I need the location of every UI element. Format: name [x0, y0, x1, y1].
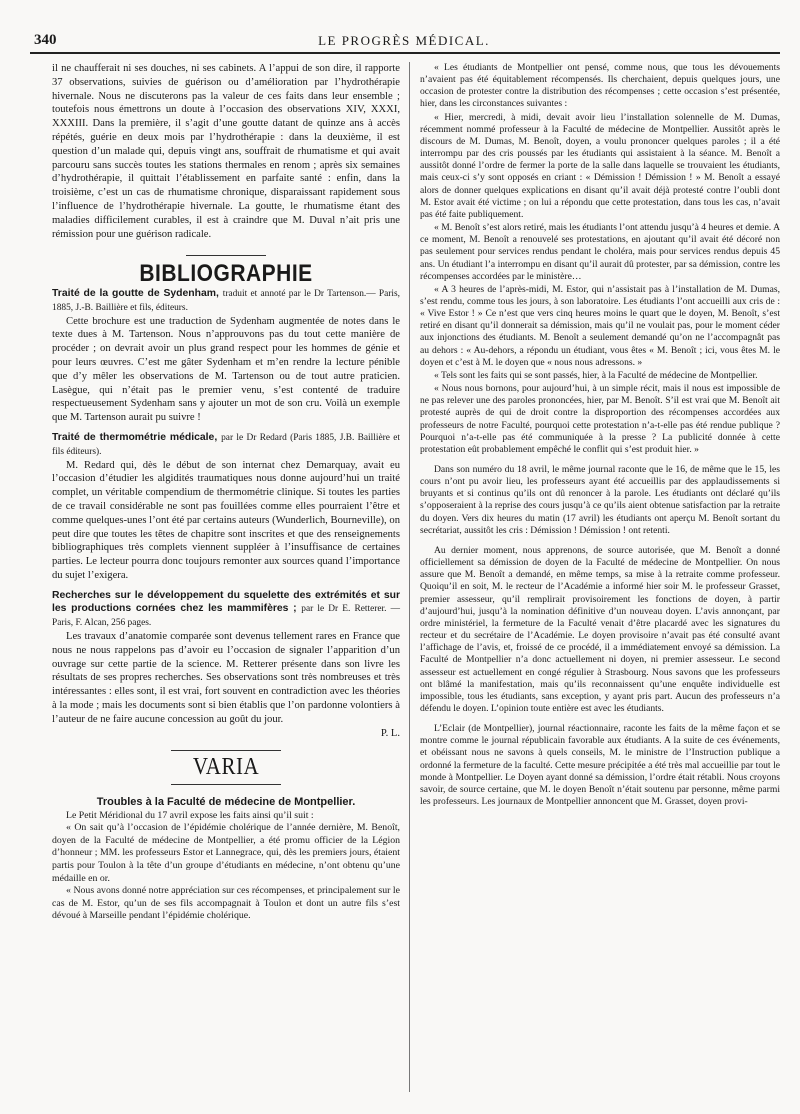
column-separator [409, 62, 410, 1092]
varia-intro: Le Petit Méridional du 17 avril expose les faits ainsi qu’il suit : [66, 809, 314, 821]
paragraph-hydrotherapy: il ne chaufferait ni ses douches, ni ses cabinets. A l’appui de son dire, il rapporte 37 observations, suivies de guérison ou d’amélioration par l’hydrothérapie hivernale. Nous ne discuterons pas la valeur de ces faits dans leur ensemble ; toutefois nous émettrons un doute à l’occasion des observations XIV, XXXI, XXXIII. Dans la première, il s’agit d’une goutte datant de quinze ans à accès répétés, guérie en deux mois par l’hydrothérapie : dans la deuxième, il est question d’un malade qui, depuis vingt ans, souffrait de rhumatisme et qui avait parcouru sans succès toutes les stations thermales en renom ; après six semaines d’hydrothérapie, il quittait l’établissement en parfaite santé : enfin, dans la troisième, c’est un cas de rhumatisme chronique, disparaissant rapidement sous l’influence de l’hydrothérapie hivernale. La goutte, le rhumatisme étant des maladies difficilement curables, il est à craindre que M. Duval n’ait pris une rémission pour une guérison radicale. [52, 63, 400, 240]
book-imprint: traduit et annoté par le Dr Tartenson.— Paris, 1885, J.-B. Baillière et fils, éditeurs. [52, 288, 400, 313]
report-paragraph: L’Eclair (de Montpellier), journal réactionnaire, raconte les faits de la même façon et se montre comme le journal républicain favorable aux étudiants. A la suite de ces événements, et obéissant nous ne savons à quels conseils, M. le ministre de l’Instruction publique a ordonné la fermeture de la faculté. Cette mesure précipitée a été très mal accueillie par tout le monde à Montpellier. Le Doyen ayant donné sa démission, l’ordre était rétabli. Nous croyons savoir, de source certaine, que M. le doyen Benoît n’était soutenu par personne, même parmi les professeurs. Les journaux de Montpellier annoncent que M. Grasset, doyen provi- [420, 723, 780, 808]
quote-paragraph: « Nous nous bornons, pour aujourd’hui, à un simple récit, mais il nous est impossible de ne pas relever une des paroles prononcées, hier, par M. Benoît. S’il est vrai que M. Benoît ait protesté auprès de qui de droit contre la disproportion des récompenses accordées aux professeurs de notre Faculté, pourquoi cette protestation n’a-t-elle pas été rendue publique ? Pourquoi n’a-t-elle pas été communiquée à la presse ? La publicité donnée à cette protestation eût probablement empêché le conflit qui s’est produit hier. » [420, 383, 780, 455]
varia-heading: VARIA [192, 752, 260, 780]
report-paragraph: Au dernier moment, nous apprenons, de source autorisée, que M. Benoît a donné officiellement sa démission de doyen de la Faculté de médecine de Montpellier. On nous assure que M. Benoît a demandé, en même temps, sa mise à la retraite comme professeur. Quoiqu’il en soit, M. le recteur de l’Académie a informé hier soir M. le professeur Grasset, premier assesseur, qu’il remplirait provisoirement les fonctions de doyen, à partir d’aujourd’hui, jusqu’à la nomination définitive d’un nouveau doyen. L’avis annonçant, par ordre ministériel, la fermeture de la Faculté venait d’être placardé avec les signatures du recteur et du secrétaire de l’Académie. Le doyen provisoire n’avait pas été consulté avant l’affichage de l’avis, et, froissé de ce procédé, il a immédiatement envoyé sa démission. La Faculté de Montpellier n’a donc actuellement ni doyen, ni premier assesseur. Le second assesseur est actuellement en congé régulier à Strasbourg. Nous savons que les professeurs ont blâmé la manifestation, mais qu’ils reconnaissent qu’une enquête individuelle est impossible, tous les étudiants, sans exception, y ayant pris part. Aucun des professeurs n’a défendu le doyen. L’opinion toute entière est avec les étudiants. [420, 544, 780, 714]
varia-article-title: Troubles à la Faculté de médecine de Montpellier. [96, 795, 356, 808]
quote-paragraph: « Les étudiants de Montpellier ont pensé, comme nous, que tous les dévouements n’avaient pas été équitablement récompensés. Ils cherchaient, depuis quelques jours, une occasion de protester contre la distribution des récompenses ; cette occasion s’est présentée, hier, dans les circonstances suivantes : [420, 62, 780, 110]
book-thermometrie-entry [52, 431, 400, 459]
right-column [420, 62, 780, 809]
review-sydenham: Cette brochure est une traduction de Sydenham augmentée de notes dans le texte dues à M. Tartenson. Nous n’approuvons pas du tout cette manière de procéder ; on devrait avoir un plus grand respect pour les hommes de génie et pour leurs œuvres. C’est me gâter Sydenham et m’en rendre la lecture pénible que d’y mêler les observations de M. Tartenson ou de tout autre praticien. Lasègue, qui n’était pas le premier venu, s’est contenté de traduire respectueusement Sydenham sans y ajouter un mot de son cru. Voilà un exemple que M. Tartenson aurait pu suivre ! [52, 315, 400, 424]
page-header [32, 30, 776, 52]
quote-paragraph: « Tels sont les faits qui se sont passés, hier, à la Faculté de médecine de Montpellier. [434, 369, 758, 381]
book-title: Recherches sur le développement du squelette des extrémités et sur les productions cornées chez les mammifères ; [52, 589, 400, 615]
page-number: 340 [34, 32, 57, 48]
report-paragraph: Dans son numéro du 18 avril, le même journal raconte que le 16, de même que le 15, les cours n’ont pu avoir lieu, les professeurs ayant été accueillis par des applaudissements si bruyants et si continus qu’ils ont dû renoncer à la parole. Les étudiants ont déclaré qu’ils s’opposeraient à la reprise des cours jusqu’à ce qu’ils aient obtenue satisfaction par la retraite du doyen. Vers dix heures du matin (17 avril) les étudiants ont aperçu M. Benoît sortant du secrétariat, aussitôt les cris : Démission ! Démission ! ont retenti. [420, 464, 780, 536]
bibliographie-heading: BIBLIOGRAPHIE [139, 260, 313, 287]
book-title: Traité de la goutte de Sydenham, [52, 287, 219, 299]
book-squelette-entry [52, 589, 400, 630]
review-squelette: Les travaux d’anatomie comparée sont devenus tellement rares en France que nous ne nous rappelons pas d’avoir eu l’occasion de signaler l’apparition d’un ouvrage sur cette partie de la science. M. Retterer présente dans son livre les résultats de ses propres recherches. Ses observations sont très nombreuses et très intéressantes : elles sont, il est vrai, fort souvent en contradiction avec les théories à la mode ; mais les documents sont si bien établis que l’on pardonne volontiers à l’auteur de ne faire aucune concession au goût du jour. [52, 631, 400, 725]
header-rule [30, 52, 780, 54]
book-sydenham-entry [52, 287, 400, 315]
quote-paragraph: « Hier, mercredi, à midi, devait avoir lieu l’installation solennelle de M. Dumas, récemment nommé professeur à la Faculté de médecine de Montpellier. Aussitôt après le discours de M. Dumas, M. Benoît, doyen, a voulu prononcer quelques paroles ; il a été interrompu par des cris poussés par les étudiants qui assistaient à la séance. M. Benoît a aussitôt donné l’ordre de fermer la porte de la salle dans laquelle se trouvaient les étudiants, mais ceux-ci s’y sont opposés en criant : « Démission ! Démission ! » M. Benoît a essayé alors de donner quelques explications en disant qu’il avait déjà protesté contre l’oubli dont M. Estor avait été victime ; on lui a répondu que cette protestation, dans tous les cas, n’avait pas été faite publiquement. [420, 111, 780, 220]
quote-paragraph: « A 3 heures de l’après-midi, M. Estor, qui n’assistait pas à l’installation de M. Dumas, s’est rendu, comme tous les jours, à son laboratoire. Les étudiants l’ont accueilli aux cris de : « Vive Estor ! » Ce n’est que vers cinq heures moins le quart que le doyen, M. Benoît, s’est retiré en disant qu’il donnerait sa démission, mais qu’il ne voulait pas, pour le moment céder aux injonctions des étudiants. M. Benoît a seulement demandé qu’on ne l’accompagnât pas au dehors : « Au-dehors, a répondu un étudiant, vous êtes « M. Benoît ; ici, vous êtes M. le doyen et c’est à M. le doyen que « nous nous adressons. » [420, 283, 780, 368]
book-title: Traité de thermométrie médicale, [52, 431, 218, 443]
journal-title: LE PROGRÈS MÉDICAL. [318, 33, 490, 48]
review-signature: P. L. [380, 727, 400, 739]
book-imprint: par le Dr E. Retterer. — Paris, F. Alcan, 256 pages. [52, 604, 400, 629]
review-thermometrie: M. Redard qui, dès le début de son internat chez Demarquay, avait eu l’occasion d’étudier les algidités traumatiques nous donne aujourd’hui un traité complet, un véritable compendium de thermométrie clinique. Si toutes les parties de ce travail considérable ne sont pas fouillées comme elles pourraient l’être et comme quelques-unes l’ont été par certains auteurs (Wunderlich, Bourneville), on peut dire que toutes les têtes de chapitre sont inscrites et que des renseignements bibliographiques très complets viennent suppléer à l’insuffisance de certaines parties. Le lecteur pourra donc toujours remonter aux sources quand l’importance du sujet l’exigera. [52, 459, 400, 581]
quote-paragraph: « M. Benoît s’est alors retiré, mais les étudiants l’ont attendu jusqu’à 4 heures et demie. A ce moment, M. Benoît a renouvelé ses protestations, en ajoutant qu’il avait été décoré non pas seulement pour services rendus pendant le choléra, mais pour services rendus depuis 45 ans. Un étudiant l’a interrompu en disant qu’il aurait dû protester, par sa démission, contre les récompenses accordées par le ministère… [420, 222, 780, 282]
varia-paragraph: « Nous avons donné notre appréciation sur ces récompenses, et principalement sur le cas de M. Estor, qu’un de ses fils accompagnait à Toulon et dont un autre fils s’est dévoué à Marseille pendant l’épidémie cholérique. [52, 885, 400, 922]
left-column [52, 62, 400, 923]
book-imprint: par le Dr Redard (Paris 1885, J.B. Baillière et fils éditeurs). [52, 432, 400, 457]
varia-paragraph: « On sait qu’à l’occasion de l’épidémie cholérique de l’année dernière, M. Benoît, doyen de la Faculté de médecine de Montpellier, a été promu officier de la Légion d’honneur ; MM. les professeurs Estor et Lannegrace, qui, dès les premiers jours, étaient partis pour Toulon à la tête d’un groupe d’étudiants en médecine, n’ont obtenu qu’une médaille en or. [52, 822, 400, 884]
section-ornament [52, 247, 400, 261]
